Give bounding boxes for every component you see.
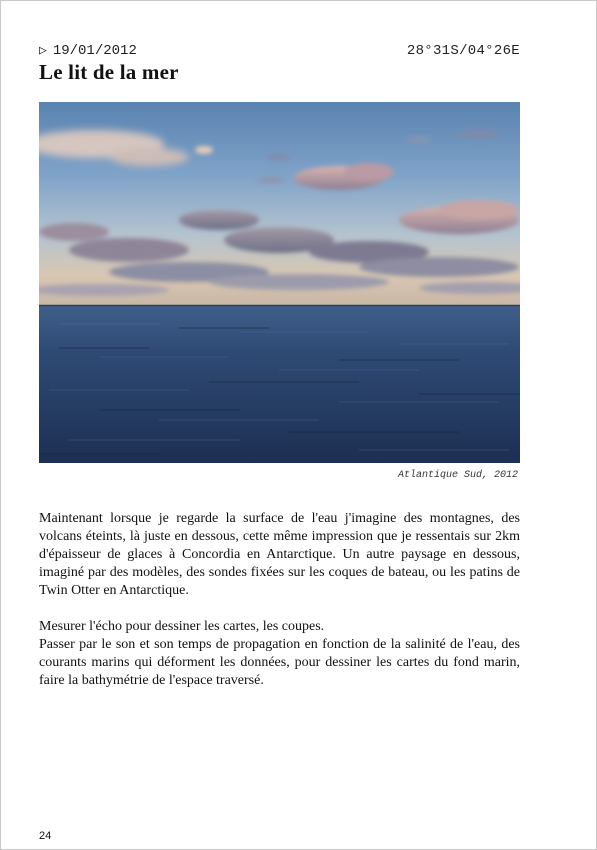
entry-date [39,43,137,59]
page-number: 24 [39,830,52,842]
body-text [39,510,520,690]
paragraph-3: Passer par le son et son temps de propagation en fonction de la salinité de l'eau, des courants marins qui déforment les données, pour dessiner les cartes du fond marin, faire la bathymétrie de l'espace traversé. [39,637,520,688]
page-title: Le lit de la mer [39,60,179,84]
header-row [39,43,520,61]
triangle-marker-icon: ▷ [39,43,47,58]
paragraph-2: Mesurer l'écho pour dessiner les cartes, les coupes. [39,619,325,634]
photo-caption: Atlantique Sud, 2012 [397,470,518,481]
paragraph-1: Maintenant lorsque je regarde la surface de l'eau j'imagine des montagnes, des volcans éteints, là juste en dessous, cette même impression que je ressentais sur 2km d'épaisseur de glaces à Concordia en Antarctique. Un autre paysage en dessous, imaginé par des modèles, des sondes fixées sur les coques de bateau, ou les patins de Twin Otter en Antarctique. [39,511,520,598]
gps-coordinates: 28°31S/04°26E [406,43,520,59]
sea-sunset-photo [39,102,520,463]
date-text: 19/01/2012 [52,43,137,59]
